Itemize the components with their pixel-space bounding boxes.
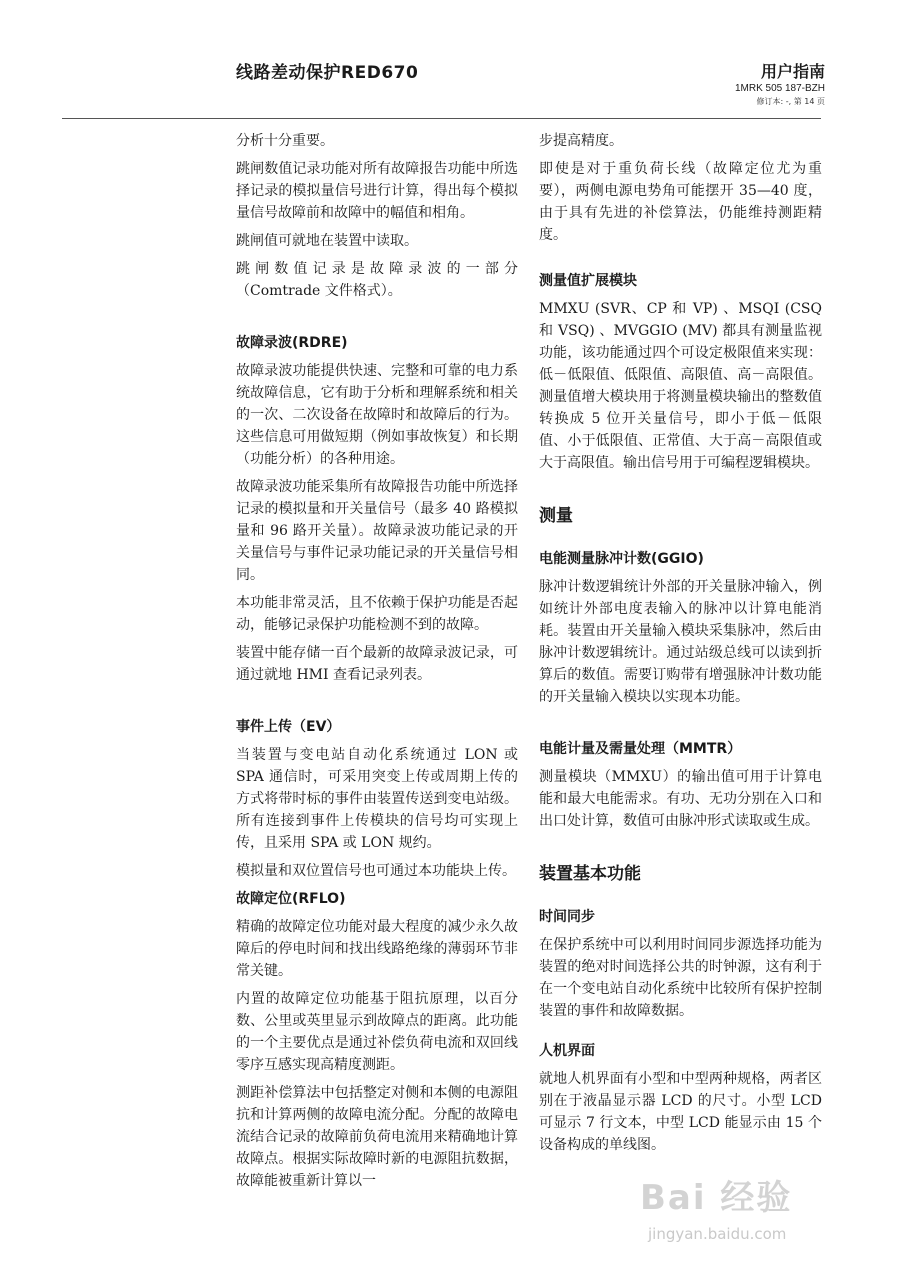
section-heading-mmtr: 电能计量及需量处理（MMTR）: [539, 741, 742, 757]
paragraph: 当装置与变电站自动化系统通过 LON 或 SPA 通信时，可采用突变上传或周期上传的方式将带时标的事件由装置传送到变电站级。所有连接到事件上传模块的信号均可实现上传，且采用 SPA 或 LON 规约。: [236, 747, 518, 851]
right-column: [539, 130, 822, 1162]
paragraph: 测量模块（MMXU）的输出值可用于计算电能和最大电能需求。有功、无功分别在入口和出口处计算，数值可由脉冲形式读取或生成。: [539, 769, 822, 829]
paragraph: 模拟量和双位置信号也可通过本功能块上传。: [236, 863, 516, 879]
header-right: [735, 62, 825, 107]
section-heading-hmi: 人机界面: [539, 1043, 595, 1059]
section-heading-rflo: 故障定位(RFLO): [236, 891, 346, 907]
paragraph: MMXU (SVR、CP 和 VP) 、MSQI (CSQ 和 VSQ) 、MVGGIO (MV) 都具有测量监视功能，该功能通过四个可设定极限值来实现：低－低限值、低限值、高限值、高－高限值。测量值增大模块用于将测量模块输出的整数值转换成 5 位开关量信号，即小于低－低限值、小于低限值、正常值、大于高－高限值或大于高限值。输出信号用于可编程逻辑模块。: [539, 301, 822, 471]
paragraph: 本功能非常灵活，且不依赖于保护功能是否起动，能够记录保护功能检测不到的故障。: [236, 595, 518, 633]
document-title: 线路差动保护RED670: [236, 63, 419, 83]
revision-page: 修订本: -, 第 14 页: [756, 97, 825, 106]
paragraph: 精确的故障定位功能对最大程度的减少永久故障后的停电时间和找出线路绝缘的薄弱环节非常关键。: [236, 919, 518, 979]
paragraph: 即使是对于重负荷长线（故障定位尤为重要），两侧电源电势角可能摆开 35—40 度，由于具有先进的补偿算法，仍能维持测距精度。: [539, 161, 822, 243]
paragraph: 在保护系统中可以利用时间同步源选择功能为装置的绝对时间选择公共的时钟源，这有利于在一个变电站自动化系统中比较所有保护控制装置的事件和故障数据。: [539, 937, 822, 1019]
document-code: 1MRK 505 187-BZH: [734, 83, 825, 94]
header-divider: [62, 118, 821, 119]
paragraph: 脉冲计数逻辑统计外部的开关量脉冲输入，例如统计外部电度表输入的脉冲以计算电能消耗。装置由开关量输入模块采集脉冲，然后由脉冲计数逻辑统计。通过站级总线可以读到折算后的数值。需要订购带有增强脉冲计数功能的开关量输入模块以实现本功能。: [539, 579, 822, 705]
paragraph: 分析十分重要。: [236, 133, 334, 149]
section-heading-measurement-extension: 测量值扩展模块: [539, 273, 637, 289]
section-title-basic-functions: 装置基本功能: [539, 864, 641, 884]
paragraph: 内置的故障定位功能基于阻抗原理，以百分数、公里或英里显示到故障点的距离。此功能的一个主要优点是通过补偿负荷电流和双回线零序互感实现高精度测距。: [236, 991, 518, 1073]
paragraph: 步提高精度。: [539, 133, 623, 149]
paragraph: 跳闸数值记录是故障录波的一部分（Comtrade 文件格式）。: [236, 261, 518, 299]
paragraph: 跳闸数值记录功能对所有故障报告功能中所选择记录的模拟量信号进行计算，得出每个模拟量信号故障前和故障中的幅值和相角。: [236, 161, 518, 221]
section-heading-ev: 事件上传（EV）: [236, 719, 341, 735]
watermark-logo: Bai 经验: [640, 1178, 793, 1218]
paragraph: 故障录波功能采集所有故障报告功能中所选择记录的模拟量和开关量信号（最多 40 路模拟量和 96 路开关量）。故障录波功能记录的开关量信号与事件记录功能记录的开关量信号相同。: [236, 479, 518, 583]
section-heading-rdre: 故障录波(RDRE): [236, 335, 348, 351]
watermark: [640, 1170, 792, 1243]
section-heading-time-sync: 时间同步: [539, 909, 595, 925]
watermark-url: jingyan.baidu.com: [648, 1225, 787, 1243]
paragraph: 跳闸值可就地在装置中读取。: [236, 233, 418, 249]
paragraph: 装置中能存储一百个最新的故障录波记录，可通过就地 HMI 查看记录列表。: [236, 645, 518, 683]
section-title-measurement: 测量: [539, 506, 573, 526]
paragraph: 故障录波功能提供快速、完整和可靠的电力系统故障信息，它有助于分析和理解系统和相关的一次、二次设备在故障时和故障后的行为。这些信息可用做短期（例如事故恢复）和长期（功能分析）的各种用途。: [236, 363, 518, 467]
paragraph: 就地人机界面有小型和中型两种规格，两者区别在于液晶显示器 LCD 的尺寸。小型 LCD 可显示 7 行文本，中型 LCD 能显示由 15 个设备构成的单线图。: [539, 1071, 822, 1153]
paragraph: 测距补偿算法中包括整定对侧和本侧的电源阻抗和计算两侧的故障电流分配。分配的故障电流结合记录的故障前负荷电流用来精确地计算故障点。根据实际故障时新的电源阻抗数据，故障能被重新计算以一: [236, 1085, 518, 1189]
guide-title: 用户指南: [760, 62, 825, 81]
left-column: [236, 130, 518, 1198]
section-heading-ggio: 电能测量脉冲计数(GGIO): [539, 551, 704, 567]
